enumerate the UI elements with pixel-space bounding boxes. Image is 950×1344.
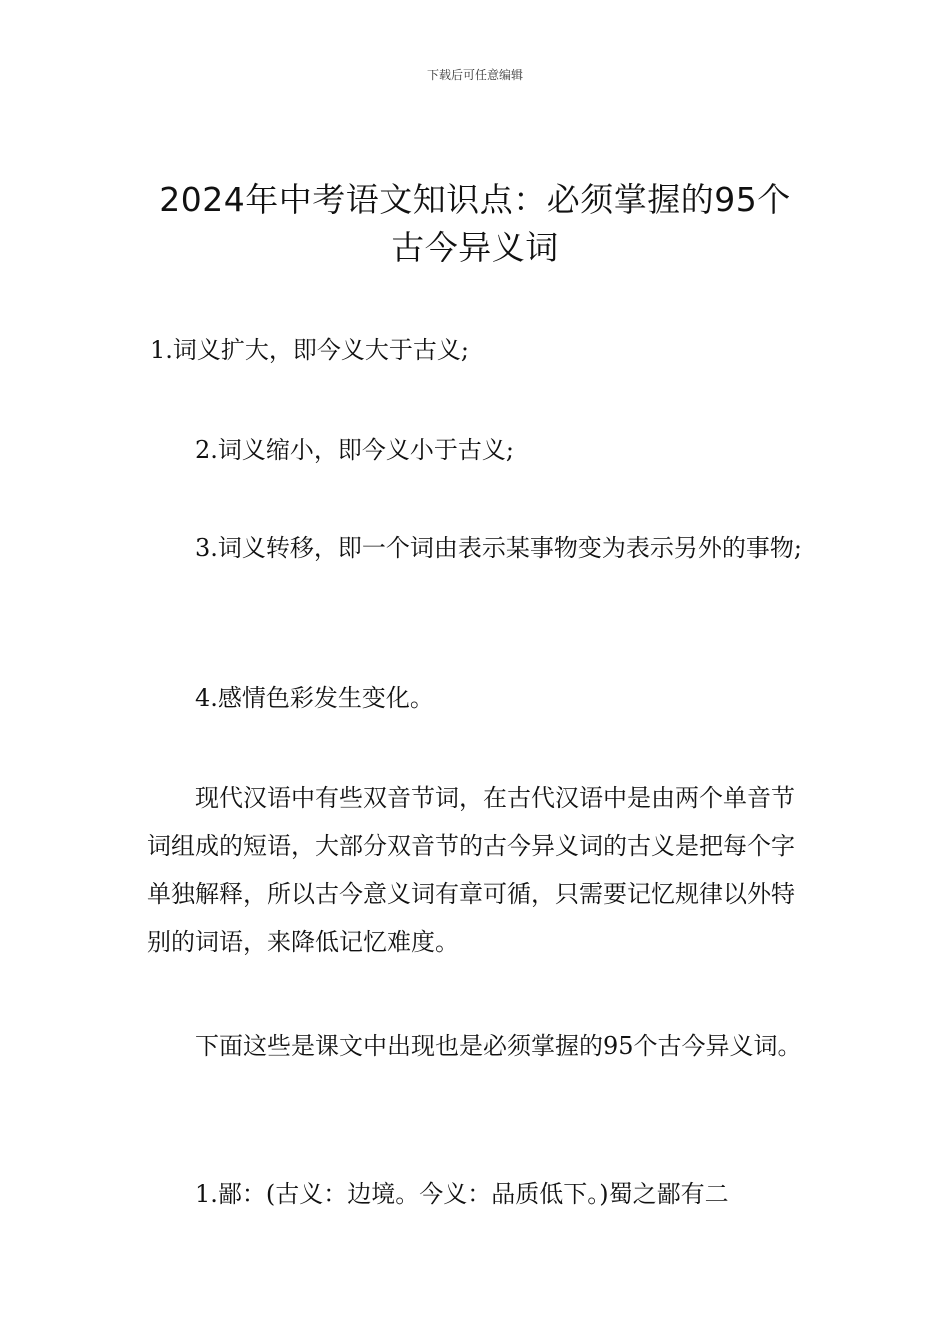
paragraph-5: 现代汉语中有些双音节词，在古代汉语中是由两个单音节词组成的短语，大部分双音节的古今异义词的古义是把每个字单独解释，所以古今意义词有章可循，只需要记忆规律以外特别的词语，来降低记忆难度。 <box>147 784 795 956</box>
paragraph-4: 4.感情色彩发生变化。 <box>195 684 434 712</box>
paragraph-7: 1.鄙：(古义：边境。今义：品质低下。)蜀之鄙有二 <box>195 1180 729 1208</box>
paragraph-1: 1.词义扩大，即今义大于古义; <box>150 336 469 364</box>
paragraph-6: 下面这些是课文中出现也是必须掌握的95个古今异义词。 <box>195 1032 802 1060</box>
paragraph-3: 3.词义转移，即一个词由表示某事物变为表示另外的事物; <box>195 534 802 562</box>
title-line-1: 2024年中考语文知识点：必须掌握的95个 <box>159 180 791 219</box>
paragraph-2: 2.词义缩小，即今义小于古义; <box>195 436 514 464</box>
document-title <box>120 176 830 272</box>
header-note: 下载后可任意编辑 <box>426 68 523 82</box>
title-line-2: 古今异义词 <box>391 228 559 267</box>
